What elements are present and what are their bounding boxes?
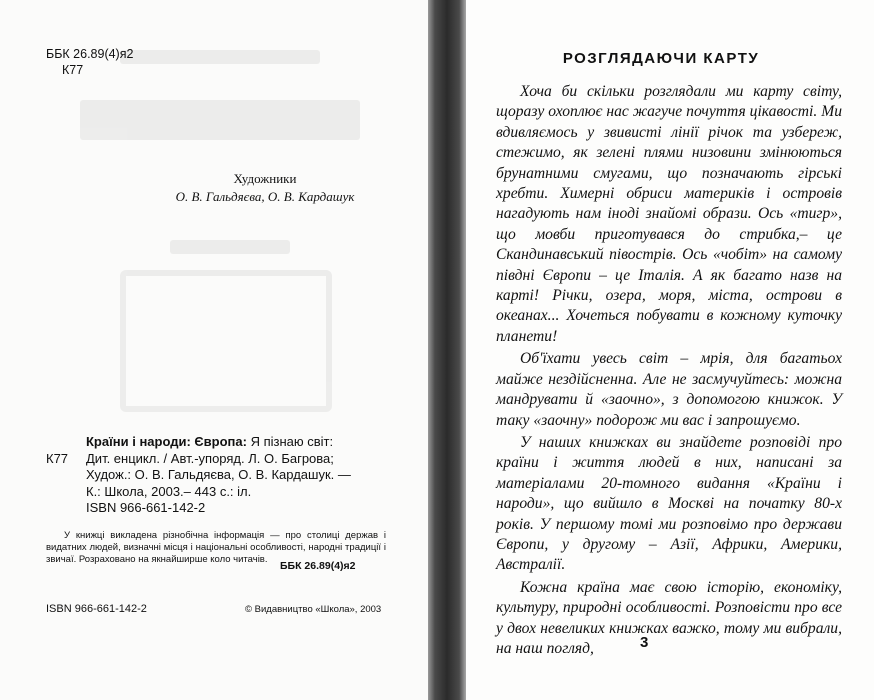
paragraph: Хоча би скільки розглядали ми карту світу, щоразу охоплює нас жагуче почуття цікавості. Ми вдивляємось у звивисті лінії річок та узбереж, стежимо, як зелені плями низовини змінюються брунатними смугами, що позначають гірські хребти. Химерні обриси материків і островів нагадують нам іноді знайомі образи. Ось «тигр», що мовби приготувався до стрибка,– це Скандинавський півострів. Ось «чобіт» на самому півдні Європи – це Італія. А як багато назв на карті! Річки, озера, моря, міста, острови в океанах... Хочеться побувати в кожному куточку планети! — [496, 83, 842, 345]
paragraph: Об'їхати увесь світ – мрія, для багатьох майже нездійсненна. Але не засмучуйтесь: можна мандрувати й «заочно», з допомогою книжок. У таку «заочну» подорож ми вас і запрошуємо. — [496, 350, 842, 429]
illustrators-names: О. В. Гальдяєва, О. В. Кардашук — [175, 189, 355, 204]
paragraph: Кожна країна має свою історію, економіку, культуру, природні особливості. Розповісти про все у двох невеликих книжках важко, тому ми вибрали, на наш погляд, — [496, 578, 842, 657]
isbn: ISBN 966-661-142-2 — [46, 603, 147, 615]
catalog-isbn: ISBN 966-661-142-2 — [86, 500, 206, 515]
catalog-title: Країни і народи: Європа: — [86, 434, 247, 449]
page-number: 3 — [640, 634, 649, 651]
catalog-code: К77 — [46, 450, 69, 466]
bbk-code-bottom: ББК 26.89(4)я2 — [280, 560, 356, 572]
paragraph: У наших книжках ви знайдете розповіді про країни і життя людей в них, написані за матеріалами 20-томного видання «Країни і народи», що вийшло в Москві на початку 80-х років. У першому томі ми розповімо про держави Європи, у другому – Азії, Африки, Америки, Австралії. — [496, 433, 842, 574]
book-gutter — [428, 0, 466, 700]
chapter-body — [496, 82, 842, 659]
bbk-index: ББК 26.89(4)я2 — [46, 47, 134, 61]
show-through-image — [60, 50, 380, 410]
author-mark: К77 — [62, 63, 84, 77]
catalog-line-3: Худож.: О. В. Гальдяєва, О. В. Кардашук. — — [86, 467, 351, 482]
illustrators-credit — [130, 170, 400, 206]
catalog-record — [46, 434, 396, 517]
bbk-code-top — [46, 46, 133, 78]
annotation: У книжці викладена різнобічна інформація — про столиці держав і видатних людей, визначні місця і національні особливості, народні традиції і звичаї. Розраховано на якнайширше коло читачів. — [46, 530, 386, 565]
catalog-line-4: К.: Школа, 2003.– 443 с.: іл. — [86, 483, 252, 499]
catalog-line-2: Дит. енцикл. / Авт.-упоряд. Л. О. Багрова; — [86, 450, 334, 466]
catalog-line-1: Я пізнаю світ: — [246, 434, 334, 449]
left-page — [0, 0, 428, 700]
illustrators-label: Художники — [233, 171, 297, 186]
chapter-title: РОЗГЛЯДАЮЧИ КАРТУ — [562, 50, 760, 67]
copyright: © Видавництво «Школа», 2003 — [245, 604, 382, 615]
